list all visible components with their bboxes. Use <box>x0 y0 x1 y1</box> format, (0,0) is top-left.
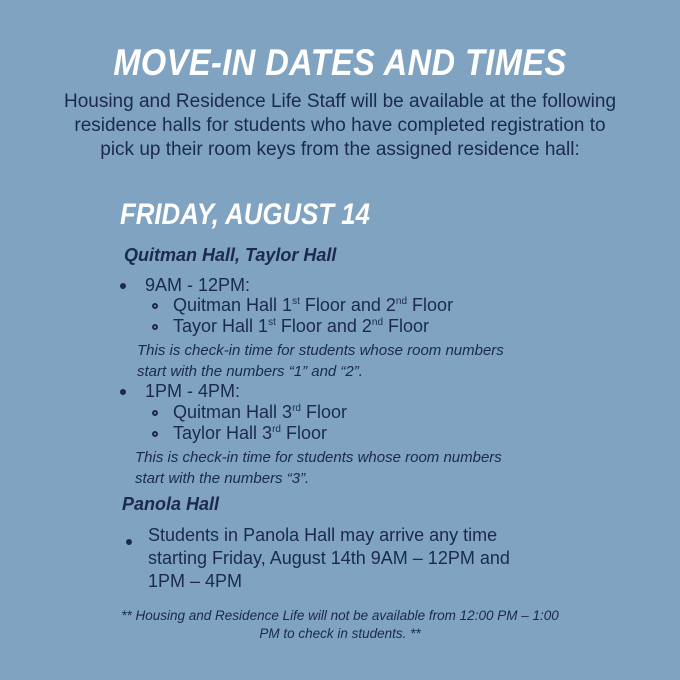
panola-arrival-text: Students in Panola Hall may arrive any time starting Friday, August 14th 9AM – 12PM and 1PM – 4PM <box>148 525 510 591</box>
time-slot-label: 9AM - 12PM: <box>145 275 251 295</box>
floor-item: Quitman Hall 1st Floor and 2nd Floor <box>152 295 453 316</box>
page-title: MOVE-IN DATES AND TIMES <box>113 42 567 83</box>
bullet-ring <box>152 303 158 309</box>
time-slot-label: 1PM - 4PM: <box>145 381 241 401</box>
hall-heading-quitman-taylor: Quitman Hall, Taylor Hall <box>124 245 337 265</box>
bullet-dot <box>120 283 126 289</box>
floor-item: Quitman Hall 3rd Floor <box>152 402 347 423</box>
time-slot-2 <box>120 381 240 402</box>
bullet-ring <box>152 324 158 330</box>
bullet-ring <box>152 431 158 437</box>
footnote: ** Housing and Residence Life will not be available from 12:00 PM – 1:00 PM to check in students. ** <box>121 608 559 641</box>
bullet-dot <box>126 533 132 551</box>
bullet-ring <box>152 410 158 416</box>
intro-text: Housing and Residence Life Staff will be available at the following residence halls for students who have completed registration to pick up their room keys from the assigned residence hall: <box>63 91 617 160</box>
floor-item: Tayor Hall 1st Floor and 2nd Floor <box>152 316 429 337</box>
check-in-note: This is check-in time for students whose room numbers start with the numbers “3”. <box>135 449 502 487</box>
check-in-note: This is check-in time for students whose room numbers start with the numbers “1” and “2”. <box>137 342 504 380</box>
hall-heading-panola: Panola Hall <box>122 494 220 514</box>
bullet-dot <box>120 389 126 395</box>
floor-item: Taylor Hall 3rd Floor <box>152 423 327 444</box>
day-heading: FRIDAY, AUGUST 14 <box>120 198 370 231</box>
time-slot-1 <box>120 275 250 296</box>
